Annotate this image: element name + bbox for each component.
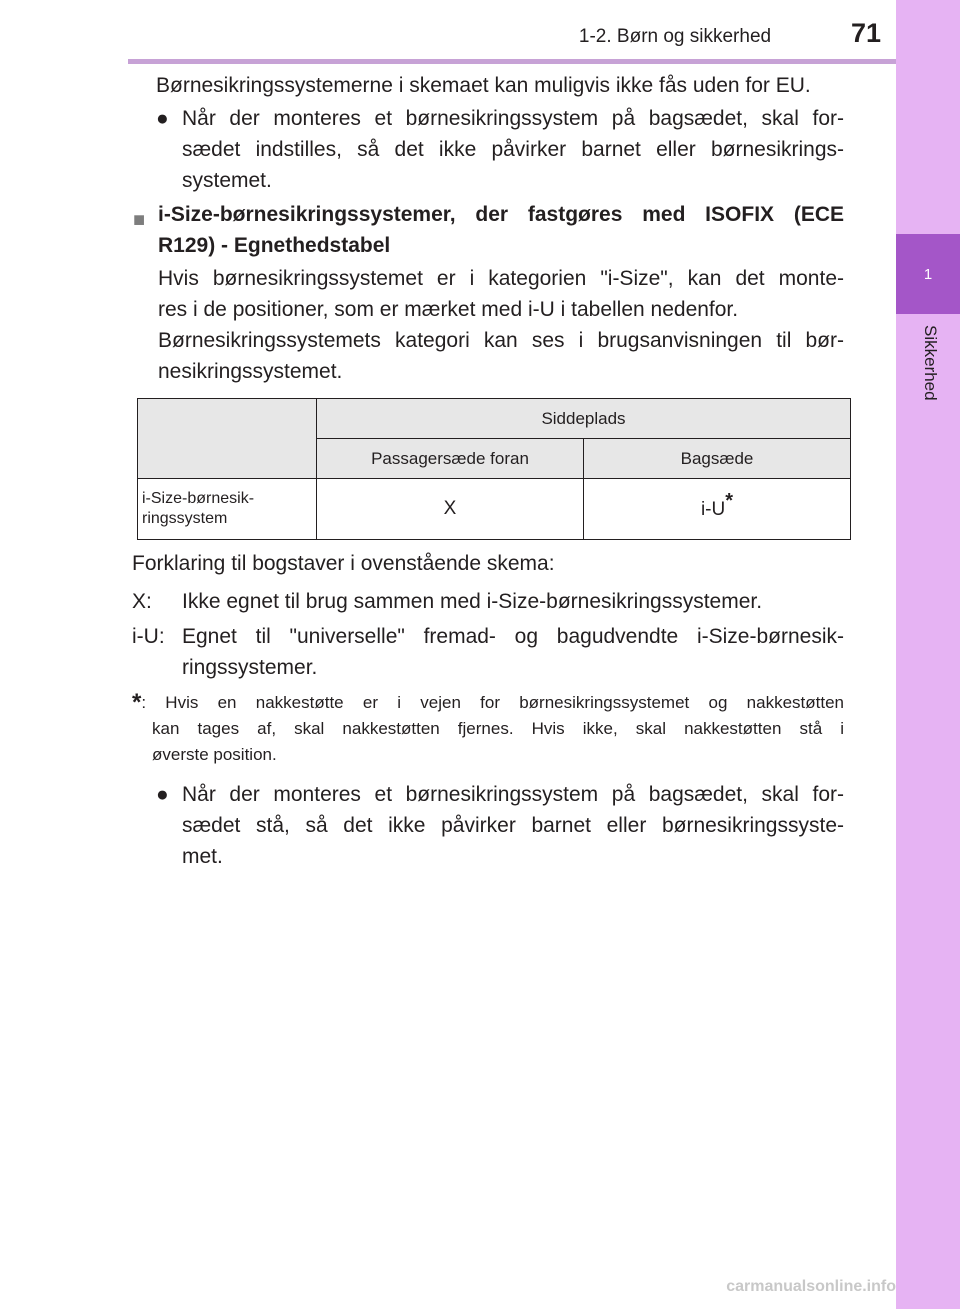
- row-label: [138, 479, 317, 540]
- bullet-paragraph-1: [182, 103, 844, 196]
- legend-key-iu: i-U:: [132, 625, 165, 648]
- rear-seat-header: Bagsæde: [584, 439, 851, 479]
- footnote-first-text: : Hvis en nakkestøtte er i vejen for børnesikringssystemet og nakkestøtten: [141, 693, 844, 712]
- text-line: sædet indstilles, så det ikke påvirker barnet eller børnesikrings-: [182, 138, 844, 161]
- bullet-paragraph-2: [182, 779, 844, 872]
- bullet-dot-icon: ●: [156, 783, 169, 806]
- row-label-line: i-Size-børnesik-: [142, 490, 255, 507]
- heading-line: i-Size-børnesikringssystemer, der fastgøres med ISOFIX (ECE: [158, 203, 844, 226]
- text-line: met.: [182, 845, 223, 868]
- text-line: Egnet til "universelle" fremad- og bagudvendte i-Size-børnesik-: [182, 625, 844, 648]
- text-line: res i de positioner, som er mærket med i-U i tabellen nedenfor.: [158, 298, 739, 321]
- text-line: Børnesikringssystemets kategori kan ses i brugsanvisningen til bør-: [158, 329, 844, 352]
- legend-text-iu: [182, 621, 844, 683]
- watermark: carmanualsonline.info: [726, 1278, 896, 1295]
- footnote-star-marker: *: [725, 489, 734, 512]
- text-line: Hvis børnesikringssystemet er i kategorien "i-Size", kan det monte-: [158, 267, 844, 290]
- footnote-line: kan tages af, skal nakkestøtten fjernes. Hvis ikke, skal nakkestøtten stå i: [152, 719, 844, 738]
- page-number: 71: [850, 18, 882, 48]
- chapter-tab[interactable]: [896, 234, 960, 314]
- front-passenger-header: Passagersæde foran: [317, 439, 584, 479]
- text-line: Når der monteres et børnesikringssystem på bagsædet, skal for-: [182, 107, 844, 130]
- section-square-icon: ■: [133, 209, 146, 231]
- suitability-table: [137, 398, 851, 540]
- text-line: systemet.: [182, 169, 272, 192]
- table-header-row: [138, 399, 851, 439]
- section-header: 1-2. Børn og sikkerhed: [578, 26, 772, 47]
- text-line: Når der monteres et børnesikringssystem på bagsædet, skal for-: [182, 783, 844, 806]
- row-label-line: ringssystem: [142, 510, 228, 527]
- table-row: [138, 479, 851, 540]
- table-corner-cell: [138, 399, 317, 479]
- chapter-label: Sikkerhed: [921, 325, 940, 401]
- heading-line: R129) - Egnethedstabel: [158, 234, 391, 257]
- front-passenger-value: X: [317, 479, 584, 540]
- footnote: [132, 690, 844, 768]
- footnote-first-line: [132, 690, 844, 716]
- chapter-side-strip: [896, 0, 960, 1309]
- rear-seat-value-text: i-U: [700, 498, 726, 520]
- section-heading: [158, 199, 844, 261]
- legend-key-x: X:: [132, 590, 152, 613]
- section-paragraph: [158, 263, 844, 387]
- header-rule: [128, 59, 896, 64]
- text-line: sædet stå, så det ikke påvirker barnet eller børnesikringssyste-: [182, 814, 844, 837]
- chapter-number: 1: [923, 265, 933, 283]
- text-line: nesikringssystemet.: [158, 360, 343, 383]
- intro-line: Børnesikringssystemerne i skemaet kan muligvis ikke fås uden for EU.: [156, 74, 811, 97]
- legend-text-x: Ikke egnet til brug sammen med i-Size-børnesikringssystemer.: [182, 590, 763, 613]
- seat-position-header: Siddeplads: [317, 399, 851, 439]
- rear-seat-value: [584, 479, 851, 540]
- footnote-line: øverste position.: [152, 745, 277, 764]
- bullet-dot-icon: ●: [156, 107, 169, 130]
- legend-title: Forklaring til bogstaver i ovenstående skema:: [132, 552, 555, 575]
- text-line: ringssystemer.: [182, 656, 318, 679]
- footnote-star: *: [132, 689, 142, 716]
